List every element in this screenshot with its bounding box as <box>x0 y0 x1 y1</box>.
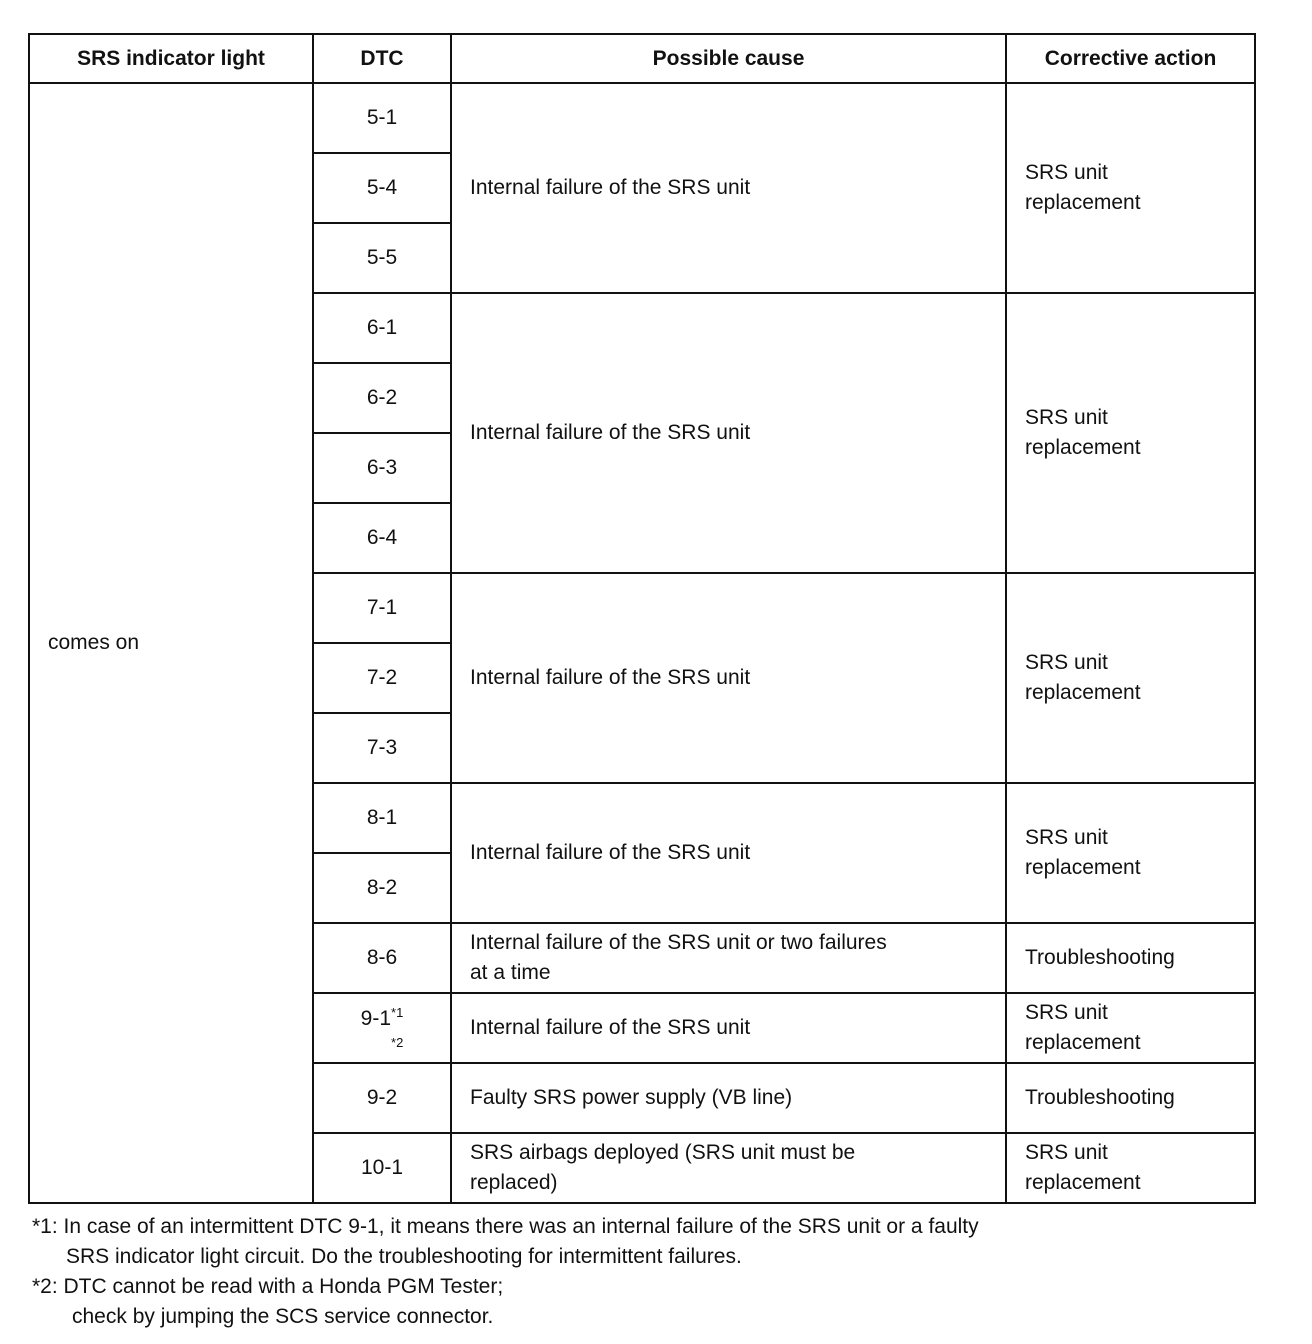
dtc-code: 6-4 <box>313 503 451 573</box>
footnote-marker-2: *2 <box>391 1035 404 1050</box>
dtc-code: 9-2 <box>313 1063 451 1133</box>
action-line: replacement <box>1025 436 1141 459</box>
possible-cause <box>451 1133 1006 1203</box>
footnote-marker-1: *1 <box>391 1005 404 1020</box>
dtc-code: 8-2 <box>313 853 451 923</box>
dtc-code-text: 9-1 <box>360 1007 392 1030</box>
action-line: replacement <box>1025 1031 1141 1054</box>
dtc-code: 7-1 <box>313 573 451 643</box>
header-row <box>29 34 1255 83</box>
header-possible-cause: Possible cause <box>451 34 1006 83</box>
dtc-code: 10-1 <box>313 1133 451 1203</box>
dtc-code: 5-1 <box>313 83 451 153</box>
action-line: SRS unit <box>1025 406 1108 429</box>
corrective-action <box>1006 993 1255 1063</box>
corrective-action <box>1006 293 1255 573</box>
footnote-2-line-2: check by jumping the SCS service connector. <box>72 1305 494 1328</box>
cause-line: Internal failure of the SRS unit or two failures <box>470 931 887 954</box>
dtc-code: 6-1 <box>313 293 451 363</box>
corrective-action <box>1006 783 1255 923</box>
possible-cause: Internal failure of the SRS unit <box>451 83 1006 293</box>
possible-cause: Internal failure of the SRS unit <box>451 573 1006 783</box>
possible-cause: Faulty SRS power supply (VB line) <box>451 1063 1006 1133</box>
action-line: replacement <box>1025 1171 1141 1194</box>
table-row <box>29 83 1255 153</box>
dtc-code <box>313 993 451 1063</box>
action-line: replacement <box>1025 856 1141 879</box>
corrective-action <box>1006 573 1255 783</box>
header-srs-indicator-light: SRS indicator light <box>29 34 313 83</box>
possible-cause: Internal failure of the SRS unit <box>451 993 1006 1063</box>
cause-line: at a time <box>470 961 551 984</box>
dtc-code: 5-5 <box>313 223 451 293</box>
dtc-code: 6-2 <box>313 363 451 433</box>
possible-cause: Internal failure of the SRS unit <box>451 293 1006 573</box>
corrective-action <box>1006 1133 1255 1203</box>
dtc-code: 6-3 <box>313 433 451 503</box>
dtc-code: 8-6 <box>313 923 451 993</box>
dtc-code: 8-1 <box>313 783 451 853</box>
indicator-state: comes on <box>29 83 313 1203</box>
header-corrective-action: Corrective action <box>1006 34 1255 83</box>
action-line: SRS unit <box>1025 161 1108 184</box>
action-line: SRS unit <box>1025 651 1108 674</box>
dtc-code-with-notes <box>361 1001 404 1055</box>
dtc-code: 5-4 <box>313 153 451 223</box>
header-dtc: DTC <box>313 34 451 83</box>
cause-line: replaced) <box>470 1171 558 1194</box>
possible-cause: Internal failure of the SRS unit <box>451 783 1006 923</box>
action-line: SRS unit <box>1025 1001 1108 1024</box>
action-line: replacement <box>1025 191 1141 214</box>
action-line: SRS unit <box>1025 1141 1108 1164</box>
dtc-code: 7-3 <box>313 713 451 783</box>
corrective-action <box>1006 83 1255 293</box>
action-line: SRS unit <box>1025 826 1108 849</box>
srs-dtc-table <box>28 33 1256 1204</box>
corrective-action: Troubleshooting <box>1006 923 1255 993</box>
possible-cause <box>451 923 1006 993</box>
dtc-code: 7-2 <box>313 643 451 713</box>
footnotes <box>32 1212 1272 1332</box>
corrective-action: Troubleshooting <box>1006 1063 1255 1133</box>
footnote-2-line-1: *2: DTC cannot be read with a Honda PGM Tester; <box>32 1275 504 1298</box>
cause-line: SRS airbags deployed (SRS unit must be <box>470 1141 856 1164</box>
action-line: replacement <box>1025 681 1141 704</box>
footnote-1-line-1: *1: In case of an intermittent DTC 9-1, it means there was an internal failure of the SRS unit or a faulty <box>32 1215 979 1238</box>
footnote-1-line-2: SRS indicator light circuit. Do the troubleshooting for intermittent failures. <box>66 1245 742 1268</box>
